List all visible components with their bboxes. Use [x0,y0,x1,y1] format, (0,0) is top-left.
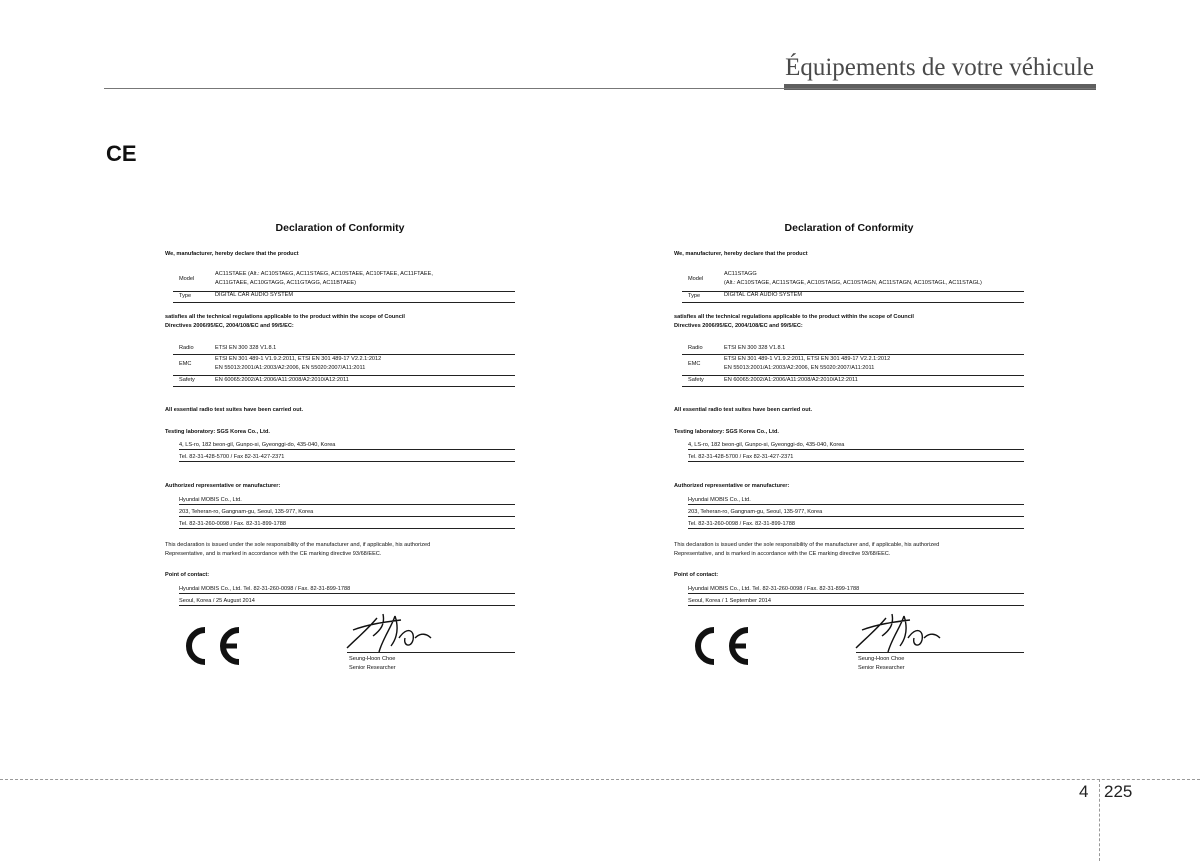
emc-row [682,354,1024,376]
safety-value: EN 60065:2002/A1:2006/A11:2008/A2:2010/A12:2011 [724,377,858,383]
representative-tel: Tel. 82-31-260-0098 / Fax. 82-31-899-1788 [688,521,795,527]
type-value: DIGITAL CAR AUDIO SYSTEM [724,292,803,298]
representative-tel-line [688,516,1024,529]
signer-name: Seung-Hoon Choe [858,656,905,662]
radio-label: Radio [179,345,194,351]
declaration-text-2: Representative, and is marked in accordance with the CE marking directive 93/68/EEC. [165,551,382,557]
type-label: Type [179,293,192,299]
declaration-title: Declaration of Conformity [275,222,405,234]
lab-address: 4, LS-ro, 182 beon-gil, Gunpo-si, Gyeonggi-do, 435-040, Korea [688,442,845,448]
declaration-text-1: This declaration is issued under the sole responsibility of the manufacturer and, if applicable, his authorized [674,542,940,548]
lab-tel: Tel. 82-31-428-5700 / Fax 82-31-427-2371 [179,454,285,460]
safety-value: EN 60065:2002/A1:2006/A11:2008/A2:2010/A12:2011 [215,377,349,383]
footer-divider [1099,779,1100,861]
emc-label: EMC [688,361,701,367]
safety-row [173,375,515,387]
contact-details: Hyundai MOBIS Co., Ltd. Tel. 82-31-260-0098 / Fax. 82-31-899-1788 [688,586,860,592]
header-rule-accent [784,84,1096,90]
model-label: Model [688,276,704,282]
satisfies-line-2: Directives 2006/95/EC, 2004/108/EC and 99/5/EC: [165,323,294,329]
footer-rule [0,779,1200,780]
representative-name: Hyundai MOBIS Co., Ltd. [688,497,751,503]
declaration-intro: We, manufacturer, hereby declare that the product [674,251,808,257]
place-date: Seoul, Korea / 1 September 2014 [688,598,772,604]
declaration-text-2: Representative, and is marked in accordance with the CE marking directive 93/68/EEC. [674,551,891,557]
chapter-number: 4 [1079,782,1089,801]
lab-address: 4, LS-ro, 182 beon-gil, Gunpo-si, Gyeonggi-do, 435-040, Korea [179,442,336,448]
ce-mark-icon [177,622,243,670]
type-row [682,291,1024,303]
declaration-document-1 [165,218,527,678]
radio-label: Radio [688,345,703,351]
safety-label: Safety [688,377,704,383]
contact-heading: Point of contact: [674,572,719,578]
lab-tel-line [179,449,515,462]
model-line-2: (Alt.: AC10STAGE, AC11STAGE, AC10STAGG, AC10STAGN, AC11STAGN, AC10STAGL, AC11STAGL) [724,280,982,286]
section-label: CE [106,141,137,166]
signer-name: Seung-Hoon Choe [349,656,396,662]
emc-line-1: ETSI EN 301 489-1 V1.9.2:2011, ETSI EN 301 489-17 V2.2.1:2012 [215,356,382,362]
signature-line [856,652,1024,653]
type-row [173,291,515,303]
ce-mark-icon [686,622,752,670]
signer-title: Senior Researcher [349,665,396,671]
page-header-title: Équipements de votre véhicule [785,54,1094,81]
type-label: Type [688,293,701,299]
model-line-1: AC11STAEE (Alt.: AC10STAEG, AC11STAEG, AC10STAEE, AC10FTAEE, AC11FTAEE, [215,271,433,277]
declaration-text-1: This declaration is issued under the sole responsibility of the manufacturer and, if applicable, his authorized [165,542,431,548]
model-row [173,268,515,292]
signer-title: Senior Researcher [858,665,905,671]
declaration-intro: We, manufacturer, hereby declare that the product [165,251,299,257]
lab-heading: Testing laboratory: SGS Korea Co., Ltd. [165,429,270,435]
contact-heading: Point of contact: [165,572,210,578]
signer-block [858,655,905,673]
header-rule [104,88,1096,89]
representative-address: 203, Teheran-ro, Gangnam-gu, Seoul, 135-977, Korea [688,509,823,515]
representative-address: 203, Teheran-ro, Gangnam-gu, Seoul, 135-977, Korea [179,509,314,515]
emc-line-2: EN 55013:2001/A1:2003/A2:2006, EN 55020:2007/A11:2011 [215,365,366,371]
representative-tel-line [179,516,515,529]
emc-line-1: ETSI EN 301 489-1 V1.9.2:2011, ETSI EN 301 489-17 V2.2.1:2012 [724,356,891,362]
safety-label: Safety [179,377,195,383]
emc-label: EMC [179,361,192,367]
model-line-2: AC11GTAEE, AC10GTAGG, AC11GTAGG, AC11BTAEE) [215,280,357,286]
representative-name: Hyundai MOBIS Co., Ltd. [179,497,242,503]
safety-row [682,375,1024,387]
radio-value: ETSI EN 300 328 V1.8.1 [215,345,277,351]
model-line-1: AC11STAGG [724,271,757,277]
emc-line-2: EN 55013:2001/A1:2003/A2:2006, EN 55020:2007/A11:2011 [724,365,875,371]
signature-icon [852,608,942,654]
representative-heading: Authorized representative or manufacturer: [674,483,790,489]
page-number: 225 [1104,782,1133,801]
model-row [682,268,1024,292]
satisfies-line-1: satisfies all the technical regulations applicable to the product within the scope of Council [674,314,914,320]
representative-heading: Authorized representative or manufacturer: [165,483,281,489]
contact-details: Hyundai MOBIS Co., Ltd. Tel. 82-31-260-0098 / Fax. 82-31-899-1788 [179,586,351,592]
declaration-document-2 [674,218,1036,678]
signer-block [349,655,396,673]
satisfies-line-1: satisfies all the technical regulations applicable to the product within the scope of Council [165,314,405,320]
radio-value: ETSI EN 300 328 V1.8.1 [724,345,786,351]
tests-statement: All essential radio test suites have been carried out. [165,407,304,413]
representative-tel: Tel. 82-31-260-0098 / Fax. 82-31-899-1788 [179,521,286,527]
tests-statement: All essential radio test suites have been carried out. [674,407,813,413]
emc-row [173,354,515,376]
lab-tel: Tel. 82-31-428-5700 / Fax 82-31-427-2371 [688,454,794,460]
signature-icon [343,608,433,654]
lab-tel-line [688,449,1024,462]
type-value: DIGITAL CAR AUDIO SYSTEM [215,292,294,298]
place-date-line [688,593,1024,606]
signature-line [347,652,515,653]
model-label: Model [179,276,195,282]
satisfies-line-2: Directives 2006/95/EC, 2004/108/EC and 99/5/EC: [674,323,803,329]
place-date-line [179,593,515,606]
place-date: Seoul, Korea / 25 August 2014 [179,598,255,604]
lab-heading: Testing laboratory: SGS Korea Co., Ltd. [674,429,779,435]
declaration-title: Declaration of Conformity [784,222,914,234]
